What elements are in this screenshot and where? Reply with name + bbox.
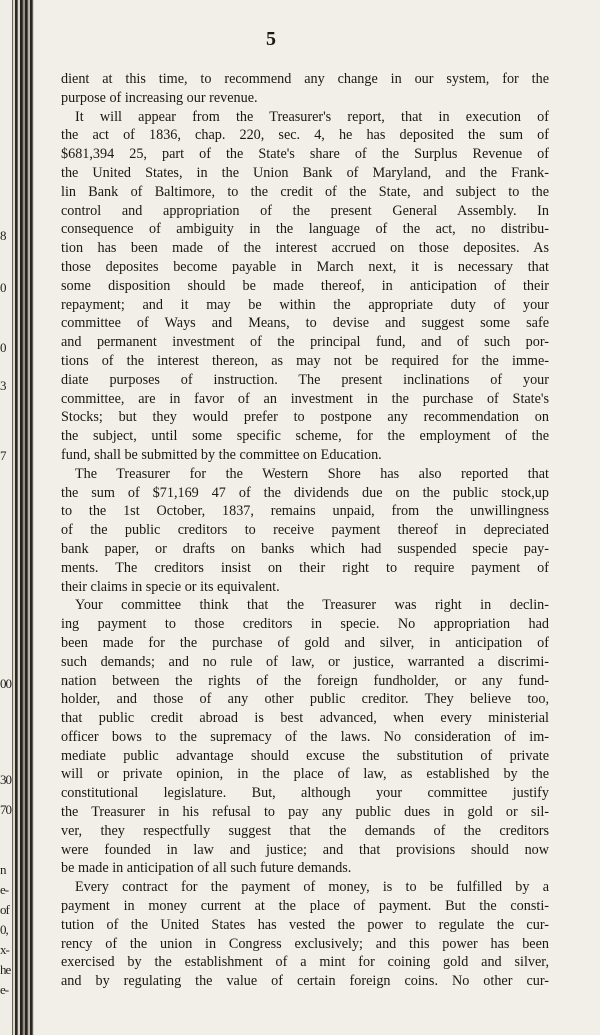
- text-line: such demands; and no rule of law, or justice, warranted a discrimi-: [61, 653, 549, 670]
- margin-fragment: 3: [0, 378, 6, 393]
- text-line: those deposites become payable in March next, it is necessary that: [61, 258, 549, 275]
- text-line: that public credit abroad is best advanced, when every ministerial: [61, 710, 549, 727]
- text-line: constitutional legislature. But, although your committee justify: [61, 785, 549, 802]
- text-line: committee of Ways and Means, to devise and suggest some safe: [61, 315, 549, 332]
- text-line: exercised by the establishment of a mint for coining gold and silver,: [61, 954, 549, 971]
- body-text: [61, 70, 549, 991]
- text-line: to the 1st October, 1837, remains unpaid, from the unwillingness: [61, 503, 549, 520]
- text-line: It will appear from the Treasurer's report, that in execution of: [75, 108, 549, 125]
- text-line: tution of the United States has vested the power to regulate the cur-: [61, 916, 549, 933]
- text-line: payment in money current at the place of payment. But the consti-: [61, 898, 549, 915]
- text-line: Stocks; but they would prefer to postpone any recommendation on: [61, 409, 549, 426]
- margin-fragment: 0: [0, 280, 6, 295]
- text-line: tion has been made of the interest accrued on those deposites. As: [61, 240, 549, 257]
- text-line: Your committee think that the Treasurer was right in declin-: [75, 597, 549, 614]
- text-line: will or private opinion, in the place of law, as established by the: [61, 766, 549, 783]
- text-line: The Treasurer for the Western Shore has also reported that: [75, 465, 549, 482]
- text-line: mediate public advantage should excuse the substitution of private: [61, 747, 549, 764]
- page-number: 5: [266, 28, 276, 50]
- text-line: been made for the purchase of gold and silver, in anticipation of: [61, 634, 549, 651]
- text-line: the subject, until some specific scheme, for the employment of the: [61, 428, 549, 445]
- text-line: and by regulating the value of certain foreign coins. No other cur-: [61, 973, 549, 990]
- text-line: dient at this time, to recommend any change in our system, for the: [61, 71, 549, 87]
- adjacent-page-margin: [0, 0, 12, 1035]
- margin-fragment: n: [0, 862, 6, 877]
- text-line: and permanent investment of the principal fund, and of such por-: [61, 334, 549, 351]
- margin-fragment: e-: [0, 882, 9, 897]
- text-line: holder, and those of any other public creditor. They believe too,: [61, 691, 549, 708]
- margin-fragment: 7: [0, 448, 6, 463]
- margin-fragment: 0: [0, 340, 6, 355]
- text-line: diate purposes of instruction. The present inclinations of your: [61, 371, 549, 388]
- margin-fragment: x-: [0, 942, 9, 957]
- text-line: their claims in specie or its equivalent.: [61, 578, 280, 595]
- margin-fragment: e-: [0, 982, 9, 997]
- margin-fragment: of: [0, 902, 9, 917]
- text-line: fund, shall be submitted by the committee on Education.: [61, 446, 382, 463]
- text-line: bank paper, or drafts on banks which had suspended specie pay-: [61, 540, 549, 557]
- text-line: of the public creditors to receive payment thereof in depreciated: [61, 522, 549, 539]
- text-line: the United States, in the Union Bank of Maryland, and the Frank-: [61, 164, 549, 181]
- text-line: committee, are in favor of an investment in the purchase of State's: [61, 390, 549, 407]
- text-line: some disposition should be made thereof, in anticipation of their: [61, 277, 549, 294]
- text-line: the sum of $71,169 47 of the dividends due on the public stock,up: [61, 484, 549, 501]
- text-line: ments. The creditors insist on their right to require payment of: [61, 559, 549, 576]
- text-line: repayment; and it may be within the appropriate duty of your: [61, 296, 549, 313]
- text-line: lin Bank of Baltimore, to the credit of the State, and subject to the: [61, 183, 549, 200]
- text-line: nation between the rights of the foreign fundholder, or any fund-: [61, 672, 549, 689]
- text-line: ing payment to those creditors in specie. No appropriation had: [61, 616, 549, 633]
- text-line: the Treasurer in his refusal to pay any public dues in gold or sil-: [61, 804, 549, 821]
- text-line: control and appropriation of the present General Assembly. In: [61, 202, 549, 219]
- text-line: were founded in law and justice; and that provisions should now: [61, 841, 549, 858]
- text-line: tions of the interest thereon, as may not be required for the imme-: [61, 352, 549, 369]
- text-line: $681,394 25, part of the State's share of the Surplus Revenue of: [61, 146, 549, 163]
- text-line: rency of the union in Congress exclusively; and this power has been: [61, 935, 549, 952]
- text-line: the act of 1836, chap. 220, sec. 4, he has deposited the sum of: [61, 127, 549, 144]
- margin-fragment: 30: [0, 772, 11, 787]
- margin-fragment: 70: [0, 802, 11, 817]
- text-line: purpose of increasing our revenue.: [61, 89, 258, 106]
- text-line: Every contract for the payment of money, is to be fulfilled by a: [75, 879, 549, 896]
- margin-fragment: he: [0, 962, 11, 977]
- text-line: be made in anticipation of all such future demands.: [61, 860, 352, 877]
- margin-fragment: 0,: [0, 922, 8, 937]
- margin-fragment: 8: [0, 228, 6, 243]
- text-line: consequence of ambiguity in the language of the act, no distribu-: [61, 221, 549, 238]
- text-line: officer bows to the supremacy of the laws. No consideration of im-: [61, 728, 549, 745]
- margin-fragment: 00: [0, 676, 11, 691]
- text-line: ver, they respectfully suggest that the demands of the creditors: [61, 822, 549, 839]
